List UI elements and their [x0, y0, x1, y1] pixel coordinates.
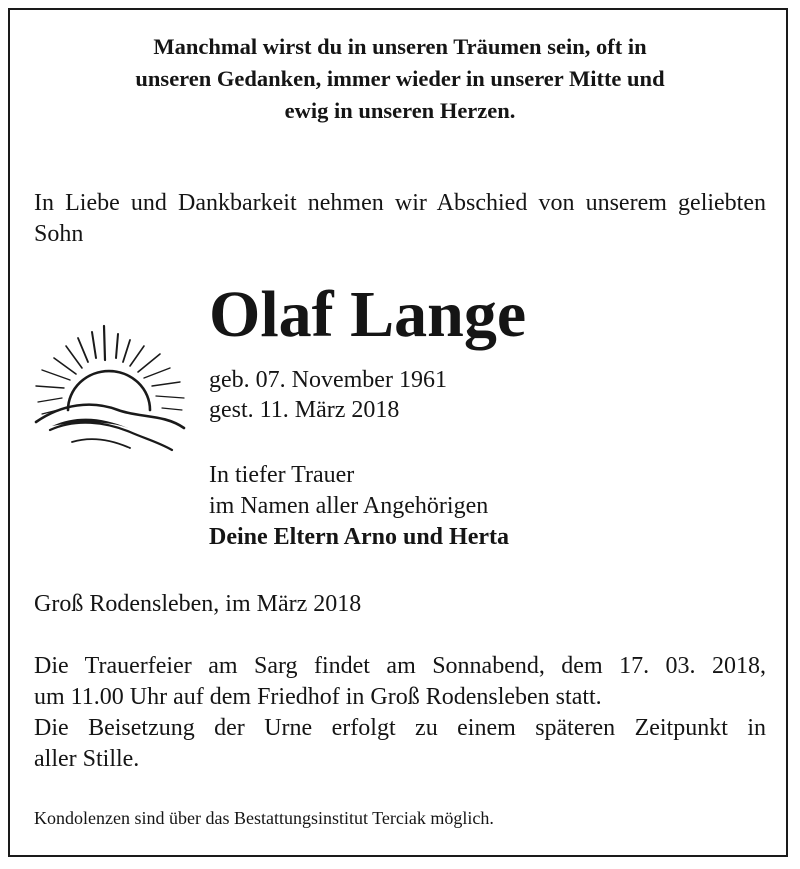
farewell-intro: In Liebe und Dankbarkeit nehmen wir Abschied von unserem geliebten Sohn: [34, 190, 766, 247]
verse-line: ewig in unseren Herzen.: [284, 98, 516, 123]
signature-line: Deine Eltern Arno und Herta: [209, 524, 509, 550]
life-dates: [209, 365, 447, 425]
verse-line: Manchmal wirst du in unseren Träumen sein, oft in: [153, 34, 647, 59]
place-and-date: Groß Rodensleben, im März 2018: [34, 591, 362, 617]
memorial-verse: [60, 31, 740, 127]
deceased-name: Olaf Lange: [209, 278, 527, 351]
death-date: gest. 11. März 2018: [209, 397, 400, 423]
condolences-note: Kondolenzen sind über das Bestattungsinstitut Terciak möglich.: [34, 808, 494, 828]
mourning-line: In tiefer Trauer: [209, 462, 355, 488]
birth-date: geb. 07. November 1961: [209, 367, 447, 393]
ceremony-line: aller Stille.: [34, 746, 140, 772]
verse-line: unseren Gedanken, immer wieder in unserer Mitte und: [135, 66, 665, 91]
ceremony-details: [34, 651, 766, 775]
ceremony-line: um 11.00 Uhr auf dem Friedhof in Groß Rodensleben statt.: [34, 684, 602, 710]
ceremony-line: Die Trauerfeier am Sarg findet am Sonnabend, dem 17. 03. 2018,: [34, 653, 766, 679]
ceremony-line: Die Beisetzung der Urne erfolgt zu einem späteren Zeitpunkt in: [34, 715, 766, 741]
sunrise-over-hills-icon: [32, 318, 190, 456]
relatives-line: im Namen aller Angehörigen: [209, 493, 489, 519]
mourners-block: [209, 460, 509, 553]
